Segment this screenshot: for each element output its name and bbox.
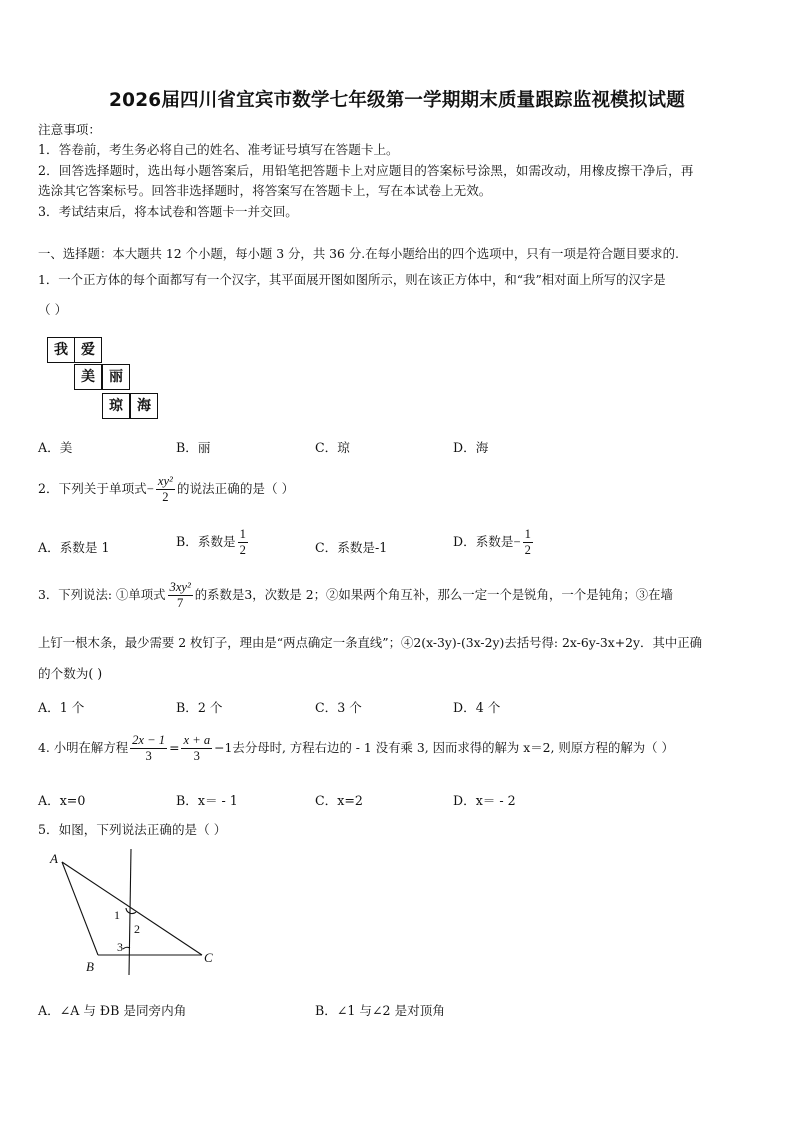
option-c[interactable]: C．系数是-1 <box>315 540 388 555</box>
net-cell: 丽 <box>102 364 130 390</box>
notice-heading: 注意事项： <box>38 122 101 137</box>
question-2-pre: 2．下列关于单项式 <box>38 481 147 496</box>
net-cell: 爱 <box>74 337 102 363</box>
net-cell: 海 <box>130 393 158 419</box>
question-4-text: 4. 小明在解方程 $\frac{2x - 1}{3}$ = $\frac{x + a}{3}$ −1去分母时, 方程右边的 - 1 没有乘 3, 因而求得的解为 x＝2, 则原方程的解为（ ） <box>38 733 674 763</box>
option-d[interactable]: D．x＝ - 2 <box>453 793 516 808</box>
option-b[interactable]: B．x＝ - 1 <box>176 793 238 808</box>
option-c[interactable]: C．x=2 <box>315 793 363 808</box>
notice-item: 2．回答选择题时，选出每小题答案后，用铅笔把答题卡上对应题目的答案标号涂黑，如需改动，用橡皮擦干净后，再 <box>38 163 694 178</box>
angle-label-3: 3 <box>117 940 123 954</box>
option-b[interactable]: B．丽 <box>176 440 211 455</box>
option-c[interactable]: C．3 个 <box>315 700 362 715</box>
transversal-line <box>129 849 131 975</box>
option-d[interactable]: D．海 <box>453 440 489 455</box>
question-2-text: 2．下列关于单项式− $\frac{\text{xy²}}{2}$ 的说法正确的是（ ） <box>38 474 295 504</box>
question-1-text: 1．一个正方体的每个面都写有一个汉字，其平面展开图如图所示，则在该正方体中，和“我”相对面上所写的汉字是 <box>38 272 666 287</box>
section-heading: 一、选择题：本大题共 12 个小题，每小题 3 分，共 36 分.在每小题给出的四个选项中，只有一项是符合题目要求的. <box>38 246 679 261</box>
page-title: 2026届四川省宜宾市数学七年级第一学期期末质量跟踪监视模拟试题 <box>109 90 685 111</box>
net-cell: 琼 <box>102 393 130 419</box>
option-a[interactable]: A．∠A 与 ÐB 是同旁内角 <box>38 1003 187 1018</box>
net-cell: 我 <box>47 337 75 363</box>
option-d[interactable]: D．4 个 <box>453 700 501 715</box>
notice-item: 3．考试结束后，将本试卷和答题卡一并交回。 <box>38 204 298 219</box>
question-3-text: 3．下列说法: ①单项式 $\frac{\text{3xy²}}{7}$ 的系数是3，次数是 2；②如果两个角互补，那么一定一个是锐角，一个是钝角；③在墙 <box>38 580 673 610</box>
notice-item: 选涂其它答案标号。回答非选择题时，将答案写在答题卡上，写在本试卷上无效。 <box>38 183 492 198</box>
triangle-figure <box>40 845 230 980</box>
angle-label-1: 1 <box>114 908 120 922</box>
vertex-label-c: C <box>204 950 213 965</box>
option-c[interactable]: C．琼 <box>315 440 350 455</box>
side-ab <box>62 862 98 955</box>
net-cell: 美 <box>74 364 102 390</box>
option-b[interactable]: B．系数是 $\frac{1}{2}$ <box>176 527 246 557</box>
question-1-paren: （ ） <box>38 302 68 317</box>
fraction: $\frac{\text{3xy²}}{7}$ <box>169 580 191 610</box>
question-3-line-2: 上钉一根木条，最少需要 2 枚钉子，理由是“两点确定一条直线”；④2(x-3y)-(3x-2y)去括号得: 2x-6y-3x+2y．其中正确 <box>38 635 703 650</box>
option-a[interactable]: A．x=0 <box>38 793 86 808</box>
fraction: $\frac{\text{xy²}}{2}$ <box>157 474 173 504</box>
option-b[interactable]: B．∠1 与∠2 是对顶角 <box>315 1003 445 1018</box>
question-2-post: 的说法正确的是（ ） <box>176 481 295 496</box>
question-3-line-3: 的个数为( ) <box>38 666 103 681</box>
notice-item: 1．答卷前，考生务必将自己的姓名、准考证号填写在答题卡上。 <box>38 142 399 157</box>
question-5-text: 5．如图，下列说法正确的是（ ） <box>38 822 227 837</box>
option-a[interactable]: A．1 个 <box>38 700 85 715</box>
fraction: $\frac{x + a}{3}$ <box>183 733 211 763</box>
option-a[interactable]: A．系数是 1 <box>38 540 110 555</box>
fraction: $\frac{2x - 1}{3}$ <box>132 733 166 763</box>
side-ac <box>62 862 202 955</box>
angle-label-2: 2 <box>134 922 140 936</box>
vertex-label-a: A <box>50 851 58 866</box>
option-b[interactable]: B．2 个 <box>176 700 223 715</box>
option-d[interactable]: D．系数是− $\frac{1}{2}$ <box>453 527 531 557</box>
option-a[interactable]: A．美 <box>38 440 73 455</box>
vertex-label-b: B <box>86 959 94 974</box>
